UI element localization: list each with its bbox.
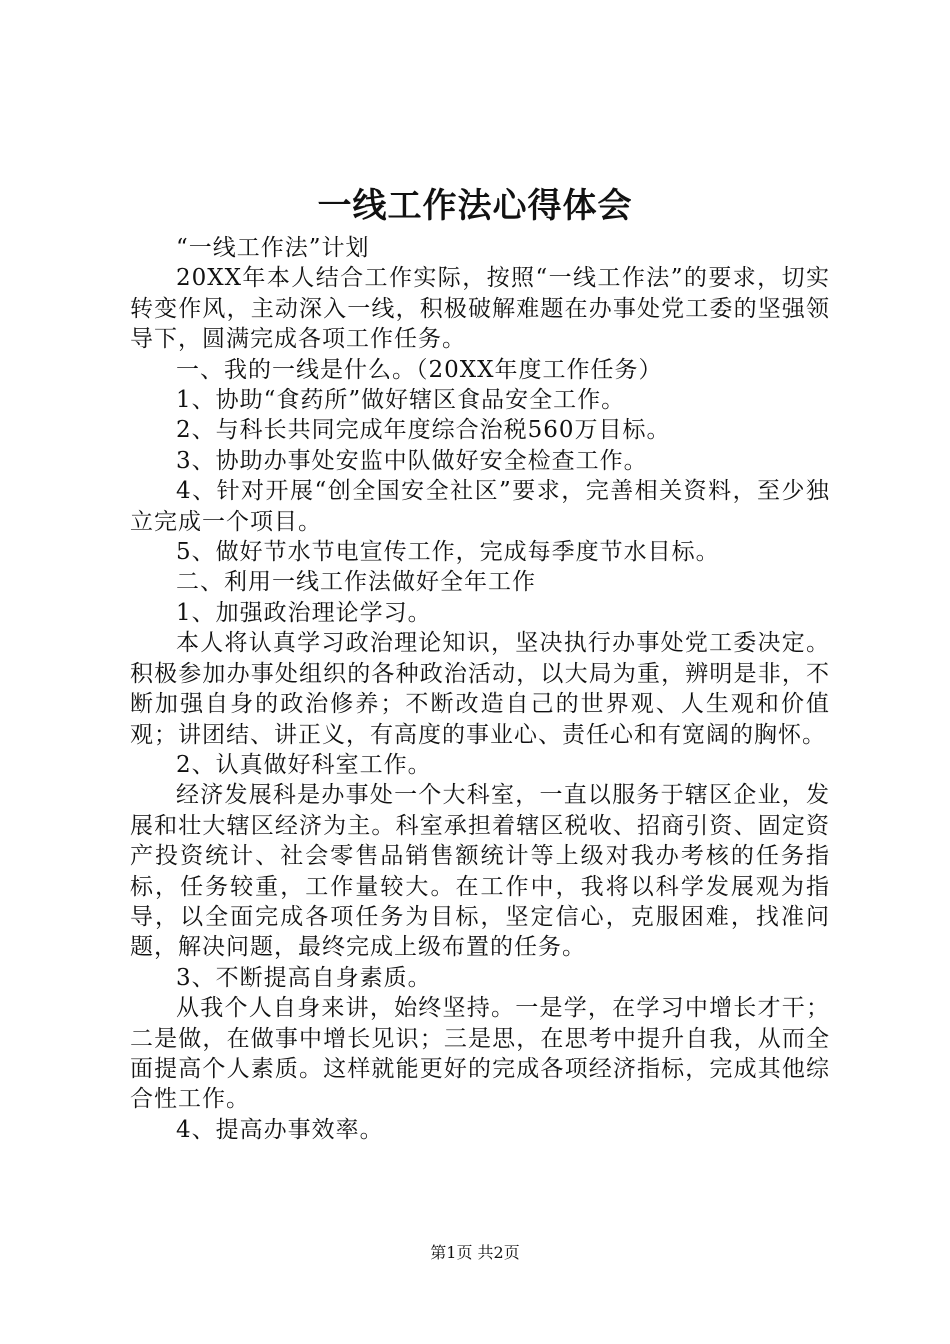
list-item: 1、协助“食药所”做好辖区食品安全工作。 xyxy=(176,387,626,414)
subheading: 3、不断提高自身素质。 xyxy=(176,964,432,991)
subheading: 1、加强政治理论学习。 xyxy=(176,599,432,626)
document-body xyxy=(130,233,830,1145)
paragraph: 经济发展科是办事处一个大科室，一直以服务于辖区企业，发展和壮大辖区经济为主。科室承担着辖区税收、招商引资、固定资产投资统计、社会零售品销售额统计等上级对我办考核的任务指标，任务较重，工作量较大。在工作中，我将以科学发展观为指导，以全面完成各项任务为目标，坚定信心，克服困难，找准问题，解决问题，最终完成上级布置的任务。 xyxy=(130,782,830,961)
subheading: 2、认真做好科室工作。 xyxy=(176,751,432,778)
subheading: 4、提高办事效率。 xyxy=(176,1116,384,1143)
paragraph-plan-heading: “一线工作法”计划 xyxy=(176,235,370,261)
paragraph: 本人将认真学习政治理论知识，坚决执行办事处党工委决定。积极参加办事处组织的各种政治活动，以大局为重，辨明是非，不断加强自身的政治修养；不断改造自己的世界观、人生观和价值观；讲团结、讲正义，有高度的事业心、责任心和有宽阔的胸怀。 xyxy=(130,630,830,748)
page-number-footer: 第1页 共2页 xyxy=(430,1243,520,1262)
list-item: 3、协助办事处安监中队做好安全检查工作。 xyxy=(176,447,648,474)
paragraph-intro: 20XX年本人结合工作实际，按照“一线工作法”的要求，切实转变作风，主动深入一线，积极破解难题在办事处党工委的坚强领导下，圆满完成各项工作任务。 xyxy=(130,265,830,353)
section-heading-2: 二、利用一线工作法做好全年工作 xyxy=(176,569,536,596)
list-item: 5、做好节水节电宣传工作，完成每季度节水目标。 xyxy=(176,539,720,566)
list-item: 2、与科长共同完成年度综合治税560万目标。 xyxy=(176,417,671,444)
paragraph: 从我个人自身来讲，始终坚持。一是学，在学习中增长才干；二是做，在做事中增长见识；三是思，在思考中提升自我，从而全面提高个人素质。这样就能更好的完成各项经济指标，完成其他综合性工作。 xyxy=(130,995,830,1113)
list-item: 4、针对开展“创全国安全社区”要求，完善相关资料，至少独立完成一个项目。 xyxy=(130,478,830,535)
section-heading-1: 一、我的一线是什么。（20XX年度工作任务） xyxy=(176,356,663,383)
document-title: 一线工作法心得体会 xyxy=(317,186,633,226)
